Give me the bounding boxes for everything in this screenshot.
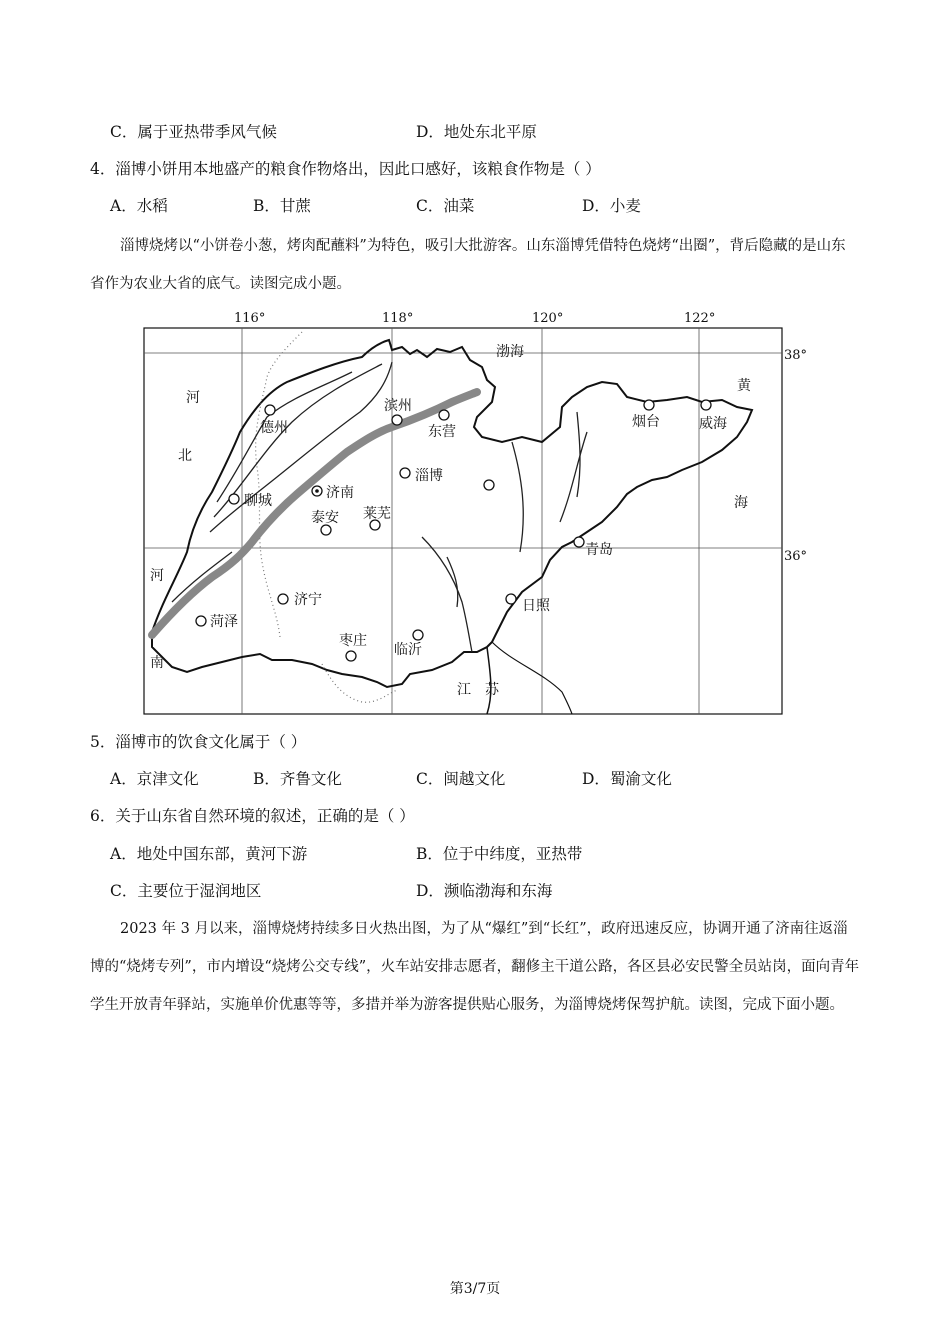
q4-option-d: D．小麦 — [582, 197, 641, 215]
q5-stem: 5．淄博市的饮食文化属于（ ） — [90, 733, 307, 751]
passage-bbq-government: 2023 年 3 月以来，淄博烧烤持续多日火热出图，为了从“爆红”到“长红”，政府迅速反应，协调开通了济南往返淄博的“烧烤专列”，市内增设“烧烤公交专线”，火车站安排志愿者，翻修主干道公路，各区县必安民警全员站岗，面向青年学生开放青年驿站，实施单价优惠等等，多措并举为游客提供贴心服务，为淄博烧烤保驾护航。读图，完成下面小题。 — [90, 921, 860, 1013]
label-he1: 河 — [186, 390, 200, 406]
city-label-laiwu: 莱芜 — [363, 506, 391, 522]
city-dot-heze — [196, 616, 206, 626]
q5-option-a: A．京津文化 — [110, 770, 199, 788]
label-bohai: 渤海 — [496, 344, 524, 360]
city-dot-qingdao — [574, 537, 584, 547]
city-dot-jining — [278, 594, 288, 604]
label-huang: 黄 — [737, 378, 751, 394]
city-label-zaozhuang: 枣庄 — [339, 633, 367, 649]
label-jiangsu: 江 苏 — [457, 682, 499, 698]
city-label-dongying: 东营 — [428, 424, 456, 440]
city-label-rizhao: 日照 — [522, 598, 550, 614]
city-label-heze: 菏泽 — [210, 614, 238, 630]
city-dot-zibo — [400, 468, 410, 478]
label-bei: 北 — [178, 448, 192, 464]
city-labels — [210, 398, 727, 658]
q6-option-c: C．主要位于湿润地区 — [110, 882, 262, 900]
q5-option-c: C．闽越文化 — [416, 770, 506, 788]
q4-option-a: A．水稻 — [110, 197, 168, 215]
city-dot-binzhou — [392, 415, 402, 425]
city-label-taian: 泰安 — [311, 510, 339, 526]
city-dot-zaozhuang — [346, 651, 356, 661]
city-dot-dezhou — [265, 405, 275, 415]
city-label-linyi: 临沂 — [394, 642, 422, 658]
jiangsu-boundary — [487, 647, 491, 714]
city-label-yantai: 烟台 — [632, 414, 660, 430]
henan-boundary — [322, 664, 397, 702]
city-dot-rizhao — [506, 594, 516, 604]
q3-option-d: D．地处东北平原 — [416, 123, 537, 141]
q6-option-b: B．位于中纬度，亚热带 — [416, 845, 583, 863]
q5-option-b: B．齐鲁文化 — [253, 770, 342, 788]
q5-option-d: D．蜀渝文化 — [582, 770, 672, 788]
q4-stem: 4．淄博小饼用本地盛产的粮食作物烙出，因此口感好，该粮食作物是（ ） — [90, 160, 601, 178]
q6-option-d: D．濒临渤海和东海 — [416, 882, 553, 900]
passage-bbq-intro: 淄博烧烤以“小饼卷小葱，烤肉配蘸料”为特色，吸引大批游客。山东淄博凭借特色烧烤“出圈”，背后隐藏的是山东省作为农业大省的底气。读图完成小题。 — [90, 238, 846, 292]
city-label-jinan: 济南 — [326, 485, 354, 501]
label-he2: 河 — [150, 568, 164, 584]
city-label-dezhou: 德州 — [260, 420, 288, 436]
map-frame — [144, 328, 782, 714]
shandong-map — [92, 302, 808, 722]
lon-label-118: 118° — [382, 311, 414, 326]
page-number: 第3/7页 — [449, 1281, 501, 1297]
city-dot-taian — [321, 525, 331, 535]
city-dot-yantai — [644, 400, 654, 410]
city-dot-liaocheng — [229, 494, 239, 504]
city-label-jining: 济宁 — [294, 592, 322, 608]
q6-option-a: A．地处中国东部，黄河下游 — [110, 845, 308, 863]
q3-option-c: C．属于亚热带季风气候 — [110, 123, 277, 141]
lat-label-38: 38° — [784, 348, 808, 363]
lat-label-36: 36° — [784, 549, 808, 564]
city-dot-dongying — [439, 410, 449, 420]
city-label-binzhou: 滨州 — [384, 398, 412, 414]
city-dot-unnamed — [484, 480, 494, 490]
graticule — [144, 328, 782, 714]
lon-label-116: 116° — [234, 311, 266, 326]
jiangsu-coast — [492, 642, 572, 714]
lon-label-120: 120° — [532, 311, 564, 326]
q6-stem: 6．关于山东省自然环境的叙述，正确的是（ ） — [90, 807, 415, 825]
jinan-capital-mark — [315, 489, 319, 493]
label-nan: 南 — [150, 655, 164, 671]
q4-option-b: B．甘蔗 — [253, 197, 311, 215]
city-label-liaocheng: 聊城 — [244, 493, 272, 509]
city-label-qingdao: 青岛 — [585, 542, 613, 558]
city-label-zibo: 淄博 — [415, 468, 443, 484]
label-hai: 海 — [734, 495, 748, 511]
city-label-weihai: 威海 — [699, 416, 727, 432]
city-dot-weihai — [701, 400, 711, 410]
q4-option-c: C．油菜 — [416, 197, 475, 215]
city-dot-linyi — [413, 630, 423, 640]
lon-label-122: 122° — [684, 311, 716, 326]
